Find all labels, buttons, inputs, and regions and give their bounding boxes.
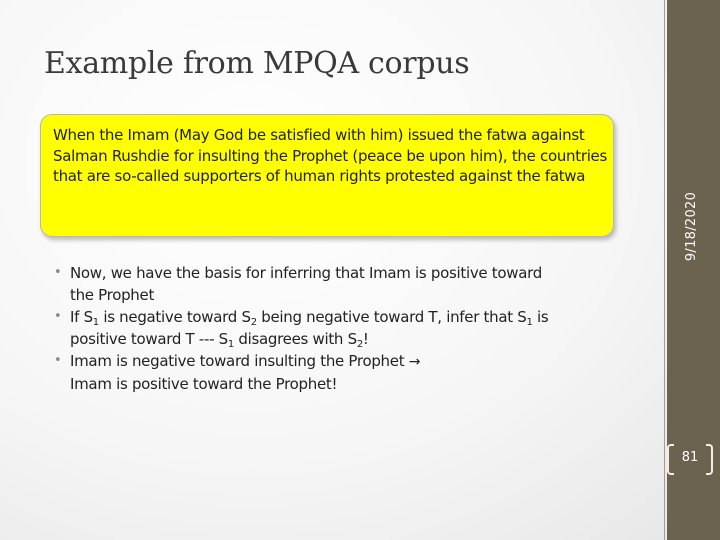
bullet-1-line-1: Now, we have the basis for inferring that Imam is positive toward [70, 264, 542, 282]
bullet-2-text: If S [70, 308, 93, 326]
right-arrow-icon: → [408, 354, 421, 370]
bullet-dot-icon: • [54, 309, 62, 324]
subscript: 1 [526, 317, 533, 328]
bullet-2-text: is negative toward S [98, 308, 251, 326]
bullet-dot-icon: • [54, 265, 62, 280]
bullet-dot-icon: • [54, 353, 62, 368]
bullet-2-text: is [532, 308, 549, 326]
slide-title: Example from MPQA corpus [44, 46, 470, 81]
bullet-list [54, 262, 634, 395]
bullet-1-line-2: the Prophet [70, 286, 155, 304]
subscript: 1 [92, 317, 99, 328]
page-number: 81 [681, 450, 699, 465]
bullet-2-text: ! [362, 330, 369, 348]
quote-callout [40, 114, 614, 237]
callout-text: When the Imam (May God be satisfied with him) issued the fatwa against Salman Rushdie for insulting the Prophet (peace be upon him), the countries that are so-called supporters of human rights protested against the fatwa [53, 126, 608, 185]
bullet-item-3 [54, 350, 634, 395]
bullet-3-line-1: Imam is negative toward insulting the Prophet [70, 352, 409, 370]
bullet-3-line-2: Imam is positive toward the Prophet! [70, 375, 338, 393]
page-number-badge [665, 440, 715, 480]
right-bracket-icon [706, 444, 713, 475]
subscript: 2 [356, 339, 363, 350]
bullet-item-1 [54, 262, 634, 306]
bullet-2-text: being negative toward T, infer that S [256, 308, 527, 326]
subscript: 1 [227, 339, 234, 350]
bullet-item-2 [54, 306, 634, 350]
bullet-2-text: positive toward T --- S [70, 330, 228, 348]
bullet-2-text: disagrees with S [233, 330, 357, 348]
date-text: 9/18/2020 [684, 191, 700, 261]
date-label [679, 166, 705, 286]
subscript: 2 [250, 317, 257, 328]
